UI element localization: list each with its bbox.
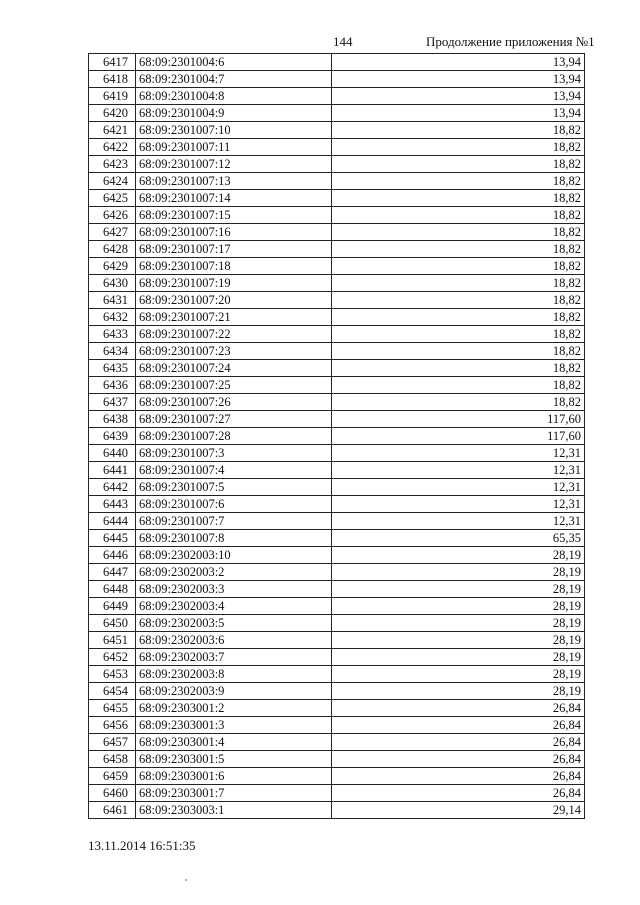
- cadastral-number-cell: 68:09:2303001:6: [136, 768, 332, 785]
- table-row: [89, 615, 585, 632]
- value-cell: 18,82: [332, 360, 585, 377]
- table-body: [89, 54, 585, 819]
- table-row: [89, 751, 585, 768]
- value-cell: 18,82: [332, 258, 585, 275]
- table-row: [89, 122, 585, 139]
- row-number-cell: 6449: [89, 598, 136, 615]
- page-number: 144: [333, 34, 353, 49]
- cadastral-number-cell: 68:09:2301004:9: [136, 105, 332, 122]
- cadastral-number-cell: 68:09:2301007:8: [136, 530, 332, 547]
- value-cell: 26,84: [332, 785, 585, 802]
- row-number-cell: 6446: [89, 547, 136, 564]
- table-row: [89, 377, 585, 394]
- cadastral-number-cell: 68:09:2303001:7: [136, 785, 332, 802]
- value-cell: 117,60: [332, 428, 585, 445]
- value-cell: 18,82: [332, 207, 585, 224]
- row-number-cell: 6441: [89, 462, 136, 479]
- cadastral-number-cell: 68:09:2303003:1: [136, 802, 332, 819]
- value-cell: 117,60: [332, 411, 585, 428]
- value-cell: 18,82: [332, 241, 585, 258]
- value-cell: 18,82: [332, 343, 585, 360]
- value-cell: 28,19: [332, 615, 585, 632]
- row-number-cell: 6428: [89, 241, 136, 258]
- row-number-cell: 6426: [89, 207, 136, 224]
- cadastral-number-cell: 68:09:2301007:25: [136, 377, 332, 394]
- table-row: [89, 717, 585, 734]
- cadastral-number-cell: 68:09:2301007:4: [136, 462, 332, 479]
- table-row: [89, 207, 585, 224]
- row-number-cell: 6424: [89, 173, 136, 190]
- value-cell: 18,82: [332, 173, 585, 190]
- value-cell: 18,82: [332, 139, 585, 156]
- value-cell: 12,31: [332, 479, 585, 496]
- row-number-cell: 6429: [89, 258, 136, 275]
- row-number-cell: 6422: [89, 139, 136, 156]
- table-row: [89, 241, 585, 258]
- cadastral-number-cell: 68:09:2302003:6: [136, 632, 332, 649]
- table-row: [89, 292, 585, 309]
- value-cell: 18,82: [332, 122, 585, 139]
- table-row: [89, 768, 585, 785]
- table-row: [89, 173, 585, 190]
- row-number-cell: 6451: [89, 632, 136, 649]
- table-row: [89, 326, 585, 343]
- table-row: [89, 156, 585, 173]
- row-number-cell: 6443: [89, 496, 136, 513]
- row-number-cell: 6421: [89, 122, 136, 139]
- row-number-cell: 6436: [89, 377, 136, 394]
- cadastral-number-cell: 68:09:2301007:14: [136, 190, 332, 207]
- cadastral-number-cell: 68:09:2301007:7: [136, 513, 332, 530]
- row-number-cell: 6417: [89, 54, 136, 71]
- scan-speck: [185, 879, 187, 881]
- table-row: [89, 598, 585, 615]
- table-row: [89, 105, 585, 122]
- table-row: [89, 683, 585, 700]
- cadastral-number-cell: 68:09:2301007:3: [136, 445, 332, 462]
- table-row: [89, 360, 585, 377]
- cadastral-number-cell: 68:09:2301007:6: [136, 496, 332, 513]
- cadastral-number-cell: 68:09:2302003:9: [136, 683, 332, 700]
- cadastral-number-cell: 68:09:2301007:12: [136, 156, 332, 173]
- row-number-cell: 6442: [89, 479, 136, 496]
- cadastral-number-cell: 68:09:2303001:3: [136, 717, 332, 734]
- cadastral-number-cell: 68:09:2301007:24: [136, 360, 332, 377]
- row-number-cell: 6458: [89, 751, 136, 768]
- row-number-cell: 6440: [89, 445, 136, 462]
- table-row: [89, 785, 585, 802]
- value-cell: 18,82: [332, 309, 585, 326]
- cadastral-number-cell: 68:09:2301007:15: [136, 207, 332, 224]
- cadastral-number-cell: 68:09:2301004:8: [136, 88, 332, 105]
- table-row: [89, 700, 585, 717]
- cadastral-number-cell: 68:09:2301004:7: [136, 71, 332, 88]
- row-number-cell: 6457: [89, 734, 136, 751]
- value-cell: 65,35: [332, 530, 585, 547]
- cadastral-number-cell: 68:09:2303001:5: [136, 751, 332, 768]
- table-row: [89, 54, 585, 71]
- table-row: [89, 666, 585, 683]
- value-cell: 28,19: [332, 649, 585, 666]
- cadastral-number-cell: 68:09:2301004:6: [136, 54, 332, 71]
- value-cell: 12,31: [332, 513, 585, 530]
- row-number-cell: 6434: [89, 343, 136, 360]
- row-number-cell: 6432: [89, 309, 136, 326]
- value-cell: 26,84: [332, 717, 585, 734]
- value-cell: 13,94: [332, 88, 585, 105]
- value-cell: 18,82: [332, 326, 585, 343]
- table-row: [89, 88, 585, 105]
- row-number-cell: 6453: [89, 666, 136, 683]
- cadastral-number-cell: 68:09:2301007:21: [136, 309, 332, 326]
- table-row: [89, 564, 585, 581]
- row-number-cell: 6425: [89, 190, 136, 207]
- register-table: [88, 53, 585, 819]
- value-cell: 18,82: [332, 394, 585, 411]
- row-number-cell: 6433: [89, 326, 136, 343]
- table-row: [89, 275, 585, 292]
- cadastral-number-cell: 68:09:2301007:27: [136, 411, 332, 428]
- table-row: [89, 139, 585, 156]
- row-number-cell: 6448: [89, 581, 136, 598]
- row-number-cell: 6460: [89, 785, 136, 802]
- cadastral-number-cell: 68:09:2302003:8: [136, 666, 332, 683]
- row-number-cell: 6430: [89, 275, 136, 292]
- document-timestamp: 13.11.2014 16:51:35: [88, 838, 196, 853]
- table-row: [89, 343, 585, 360]
- value-cell: 28,19: [332, 564, 585, 581]
- value-cell: 28,19: [332, 632, 585, 649]
- cadastral-number-cell: 68:09:2302003:4: [136, 598, 332, 615]
- table-row: [89, 190, 585, 207]
- row-number-cell: 6431: [89, 292, 136, 309]
- table-row: [89, 309, 585, 326]
- table-row: [89, 632, 585, 649]
- value-cell: 18,82: [332, 377, 585, 394]
- value-cell: 28,19: [332, 598, 585, 615]
- table-row: [89, 734, 585, 751]
- row-number-cell: 6438: [89, 411, 136, 428]
- table-row: [89, 530, 585, 547]
- row-number-cell: 6450: [89, 615, 136, 632]
- table-row: [89, 547, 585, 564]
- table-row: [89, 224, 585, 241]
- value-cell: 26,84: [332, 700, 585, 717]
- cadastral-number-cell: 68:09:2301007:26: [136, 394, 332, 411]
- table-row: [89, 802, 585, 819]
- value-cell: 26,84: [332, 734, 585, 751]
- cadastral-number-cell: 68:09:2302003:7: [136, 649, 332, 666]
- table-row: [89, 496, 585, 513]
- row-number-cell: 6455: [89, 700, 136, 717]
- row-number-cell: 6447: [89, 564, 136, 581]
- row-number-cell: 6418: [89, 71, 136, 88]
- value-cell: 18,82: [332, 224, 585, 241]
- value-cell: 18,82: [332, 190, 585, 207]
- table-row: [89, 428, 585, 445]
- table-row: [89, 581, 585, 598]
- cadastral-number-cell: 68:09:2301007:28: [136, 428, 332, 445]
- row-number-cell: 6456: [89, 717, 136, 734]
- value-cell: 12,31: [332, 496, 585, 513]
- cadastral-number-cell: 68:09:2301007:23: [136, 343, 332, 360]
- row-number-cell: 6420: [89, 105, 136, 122]
- value-cell: 28,19: [332, 683, 585, 700]
- value-cell: 13,94: [332, 71, 585, 88]
- value-cell: 28,19: [332, 666, 585, 683]
- value-cell: 18,82: [332, 156, 585, 173]
- cadastral-number-cell: 68:09:2302003:5: [136, 615, 332, 632]
- row-number-cell: 6444: [89, 513, 136, 530]
- cadastral-number-cell: 68:09:2301007:20: [136, 292, 332, 309]
- row-number-cell: 6445: [89, 530, 136, 547]
- table-row: [89, 649, 585, 666]
- row-number-cell: 6461: [89, 802, 136, 819]
- cadastral-number-cell: 68:09:2302003:3: [136, 581, 332, 598]
- value-cell: 26,84: [332, 751, 585, 768]
- cadastral-number-cell: 68:09:2302003:10: [136, 547, 332, 564]
- table-row: [89, 71, 585, 88]
- cadastral-number-cell: 68:09:2301007:17: [136, 241, 332, 258]
- cadastral-number-cell: 68:09:2302003:2: [136, 564, 332, 581]
- value-cell: 13,94: [332, 105, 585, 122]
- cadastral-number-cell: 68:09:2303001:4: [136, 734, 332, 751]
- row-number-cell: 6423: [89, 156, 136, 173]
- table-row: [89, 258, 585, 275]
- row-number-cell: 6427: [89, 224, 136, 241]
- cadastral-number-cell: 68:09:2301007:11: [136, 139, 332, 156]
- value-cell: 13,94: [332, 54, 585, 71]
- value-cell: 28,19: [332, 547, 585, 564]
- cadastral-number-cell: 68:09:2301007:13: [136, 173, 332, 190]
- value-cell: 29,14: [332, 802, 585, 819]
- row-number-cell: 6454: [89, 683, 136, 700]
- value-cell: 12,31: [332, 462, 585, 479]
- row-number-cell: 6435: [89, 360, 136, 377]
- table-row: [89, 445, 585, 462]
- table-row: [89, 394, 585, 411]
- page-caption: Продолжение приложения №1: [426, 34, 595, 49]
- row-number-cell: 6437: [89, 394, 136, 411]
- row-number-cell: 6419: [89, 88, 136, 105]
- cadastral-number-cell: 68:09:2301007:5: [136, 479, 332, 496]
- row-number-cell: 6459: [89, 768, 136, 785]
- row-number-cell: 6452: [89, 649, 136, 666]
- cadastral-number-cell: 68:09:2301007:18: [136, 258, 332, 275]
- value-cell: 18,82: [332, 275, 585, 292]
- table-row: [89, 462, 585, 479]
- cadastral-number-cell: 68:09:2301007:16: [136, 224, 332, 241]
- value-cell: 26,84: [332, 768, 585, 785]
- table-row: [89, 479, 585, 496]
- value-cell: 28,19: [332, 581, 585, 598]
- table-row: [89, 513, 585, 530]
- cadastral-number-cell: 68:09:2303001:2: [136, 700, 332, 717]
- table-row: [89, 411, 585, 428]
- row-number-cell: 6439: [89, 428, 136, 445]
- cadastral-number-cell: 68:09:2301007:22: [136, 326, 332, 343]
- value-cell: 12,31: [332, 445, 585, 462]
- value-cell: 18,82: [332, 292, 585, 309]
- cadastral-number-cell: 68:09:2301007:10: [136, 122, 332, 139]
- cadastral-number-cell: 68:09:2301007:19: [136, 275, 332, 292]
